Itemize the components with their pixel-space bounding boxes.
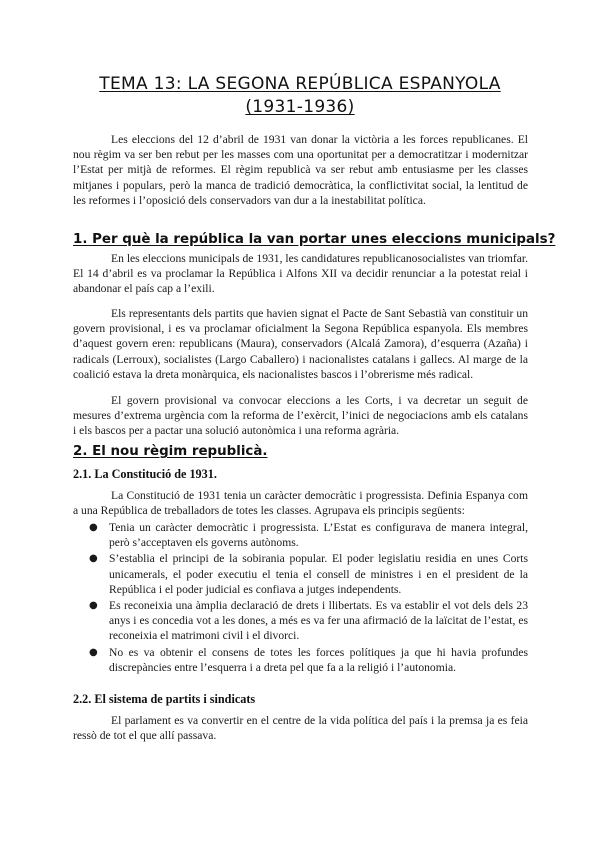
list-item: ● No es va obtenir el consens de totes les forces polítiques ja que hi havia profundes discrepàncies entre l’esquerra i a dreta pel que fa a la religió i l’autonomia. bbox=[89, 645, 528, 674]
section-2-heading: 2. El nou règim republicà. bbox=[73, 444, 268, 459]
bullet-icon: ● bbox=[89, 646, 98, 658]
section-1-paragraph-2: Els representants dels partits que havien signat el Pacte de Sant Sebastià van constituir un govern provisional, i es va proclamar oficialment la Segona República espanyola. Els membres d’aquest govern eren: republicans (Maura), conservadors (Alcalá Zamora), d’esquerra (Azaña) i radicals (Lerroux), socialistes (Largo Caballero) i nacionalistes catalans i gallecs. Al marge de la coalició estava la dreta monàrquica, els nacionalistes bascos i l’obrerisme més radical. bbox=[73, 307, 528, 381]
section-1-paragraph-3: El govern provisional va convocar eleccions a les Corts, i va decretar un seguit de mesures d’extrema urgència com la reforma de l’exèrcit, l’inici de negociacions amb els catalans i els bascos per a pactar una solució autonòmica i una reforma agrària. bbox=[73, 394, 528, 438]
principles-list bbox=[73, 520, 528, 676]
subsection-2-1-paragraph: La Constitució de 1931 tenia un caràcter democràtic i progressista. Definia Espanya com a una República de treballadors de totes les classes. Agrupava els principis següents: bbox=[73, 489, 528, 518]
page-title: TEMA 13: LA SEGONA REPÚBLICA ESPANYOLA bbox=[99, 74, 501, 94]
subsection-2-2-paragraph: El parlament es va convertir en el centre de la vida política del país i la premsa ja es feia ressò de tot el que allí passava. bbox=[73, 714, 528, 743]
bullet-icon: ● bbox=[89, 600, 98, 612]
section-1-paragraph-1: En les eleccions municipals de 1931, les candidatures republicanosocialistes van triomfar. El 14 d’abril es va proclamar la República i Alfons XII va decidir renunciar a la potestat reial i abandonar el país cap a l’exili. bbox=[73, 252, 528, 296]
bullet-icon: ● bbox=[89, 553, 98, 565]
bullet-icon: ● bbox=[89, 522, 98, 533]
list-item: ● S’establia el principi de la sobirania popular. El poder legislatiu residia en unes Corts unicamerals, el poder executiu el tenia el consell de ministres i en el president de la República i el poder judicial es confiava a jutges independents. bbox=[89, 552, 528, 596]
list-item: ● Es reconeixia una àmplia declaració de drets i llibertats. Es va establir el vot dels dels 23 anys i es concedia vot a les dones, a més es va fer una afirmació de la laïcitat de l’estat, es reconeixia el matrimoni civil i el divorci. bbox=[89, 599, 528, 643]
subsection-2-1-heading: 2.1. La Constitució de 1931. bbox=[73, 467, 217, 481]
intro-paragraph: Les eleccions del 12 d’abril de 1931 van donar la victòria a les forces republicanes. El nou règim va ser ben rebut per les masses com una oportunitat per a democratitzar i modernitzar l’Estat per mitjà de reformes. El règim republicà va ser rebut amb entusiasme per les classes mitjanes i populars, però la manca de tradició democràtica, la conflictivitat social, la lentitud de les reformes i l’oposició dels conservadors van dur a la inestabilitat política. bbox=[73, 133, 528, 207]
page-title-years: (1931-1936) bbox=[245, 97, 355, 117]
section-1-heading: 1. Per què la república la van portar unes eleccions municipals? bbox=[73, 232, 556, 247]
subsection-2-2-heading: 2.2. El sistema de partits i sindicats bbox=[73, 692, 256, 706]
list-item: ● Tenia un caràcter democràtic i progressista. L’Estat es configurava de manera integral, però s’acceptaven els governs autònoms. bbox=[89, 521, 528, 550]
